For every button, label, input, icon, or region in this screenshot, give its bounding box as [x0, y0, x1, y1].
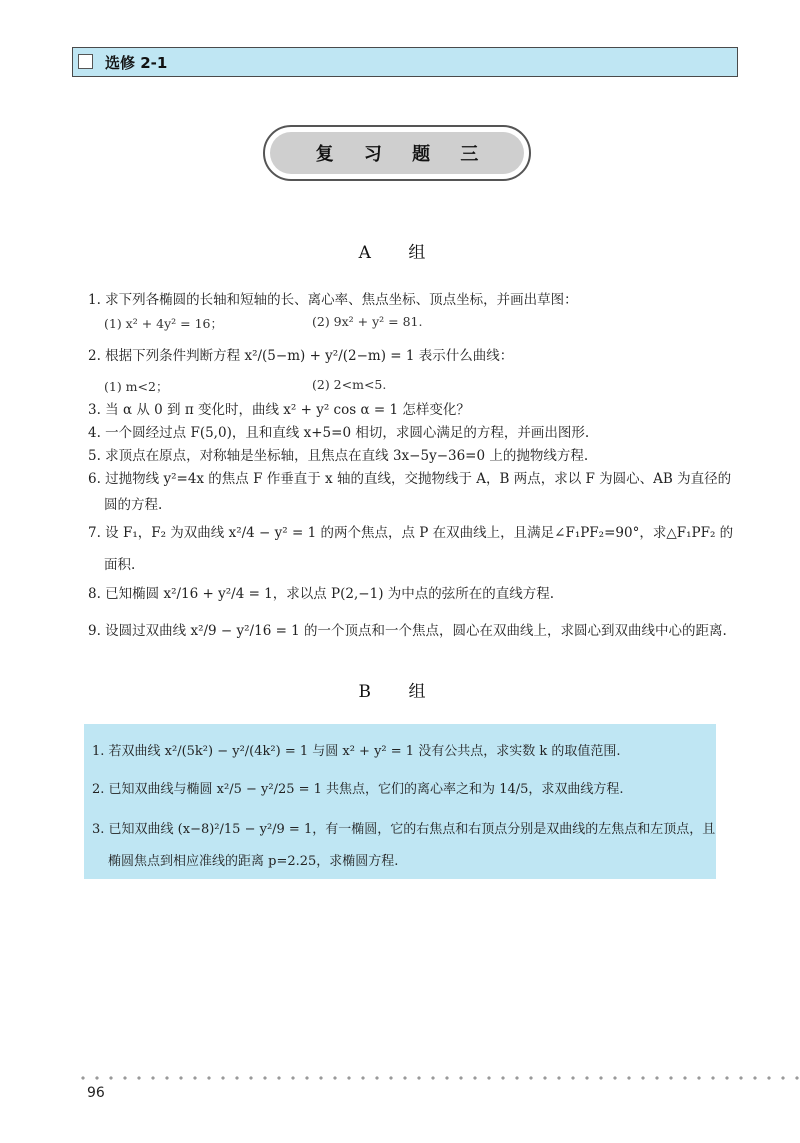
header-square-icon — [78, 54, 93, 69]
problem-a7-continued: 面积. — [104, 557, 136, 573]
problem-a2: 2. 根据下列条件判断方程 x²/(5−m) + y²/(2−m) = 1 表示什么曲线： — [88, 348, 514, 364]
problem-a7: 7. 设 F₁，F₂ 为双曲线 x²/4 − y² = 1 的两个焦点，点 P 在双曲线上，且满足∠F₁PF₂=90°，求△F₁PF₂ 的 — [88, 525, 734, 541]
problem-b3-continued: 椭圆焦点到相应准线的距离 p=2.25，求椭圆方程. — [108, 854, 399, 869]
footer-dotted-rule — [76, 1075, 800, 1081]
problem-a8: 8. 已知椭圆 x²/16 + y²/4 = 1，求以点 P(2,−1) 为中点的弦所在的直线方程. — [88, 586, 555, 602]
title-frame — [263, 125, 531, 181]
problem-a1-sub1: (1) x² + 4y² = 16； — [104, 316, 224, 331]
problem-a3: 3. 当 α 从 0 到 π 变化时，曲线 x² + y² cos α = 1 怎样变化？ — [88, 402, 470, 418]
problem-a2-sub2: (2) 2<m<5. — [312, 377, 387, 392]
problem-a1-sub2: (2) 9x² + y² = 81. — [312, 314, 423, 329]
page-title: 复 习 题 三 — [315, 144, 491, 165]
header-label: 选修 2-1 — [105, 54, 168, 72]
title-inner — [270, 132, 524, 174]
problem-a6: 6. 过抛物线 y²=4x 的焦点 F 作垂直于 x 轴的直线，交抛物线于 A，B 两点，求以 F 为圆心、AB 为直径的 — [88, 471, 732, 487]
problem-a9: 9. 设圆过双曲线 x²/9 − y²/16 = 1 的一个顶点和一个焦点，圆心在双曲线上，求圆心到双曲线中心的距离. — [88, 623, 727, 639]
group-a-heading: A 组 — [358, 243, 442, 263]
problem-b1: 1. 若双曲线 x²/(5k²) − y²/(4k²) = 1 与圆 x² + y² = 1 没有公共点，求实数 k 的取值范围. — [92, 744, 621, 759]
problem-b2: 2. 已知双曲线与椭圆 x²/5 − y²/25 = 1 共焦点，它们的离心率之和为 14/5，求双曲线方程. — [92, 782, 624, 797]
group-b-heading: B 组 — [358, 682, 442, 702]
problem-a2-sub1: (1) m<2； — [104, 379, 169, 394]
problem-a6-continued: 圆的方程. — [104, 497, 163, 513]
problem-a5: 5. 求顶点在原点，对称轴是坐标轴，且焦点在直线 3x−5y−36=0 上的抛物线方程. — [88, 448, 589, 464]
section-header-bar — [72, 47, 738, 77]
problem-a1: 1. 求下列各椭圆的长轴和短轴的长、离心率、焦点坐标、顶点坐标，并画出草图： — [88, 292, 578, 308]
problem-a4: 4. 一个圆经过点 F(5,0)，且和直线 x+5=0 相切，求圆心满足的方程，并画出图形. — [88, 425, 590, 441]
problem-b3: 3. 已知双曲线 (x−8)²/15 − y²/9 = 1，有一椭圆，它的右焦点和右顶点分别是双曲线的左焦点和左顶点，且 — [92, 822, 716, 837]
group-b-box — [84, 724, 716, 879]
page-number: 96 — [87, 1085, 105, 1101]
